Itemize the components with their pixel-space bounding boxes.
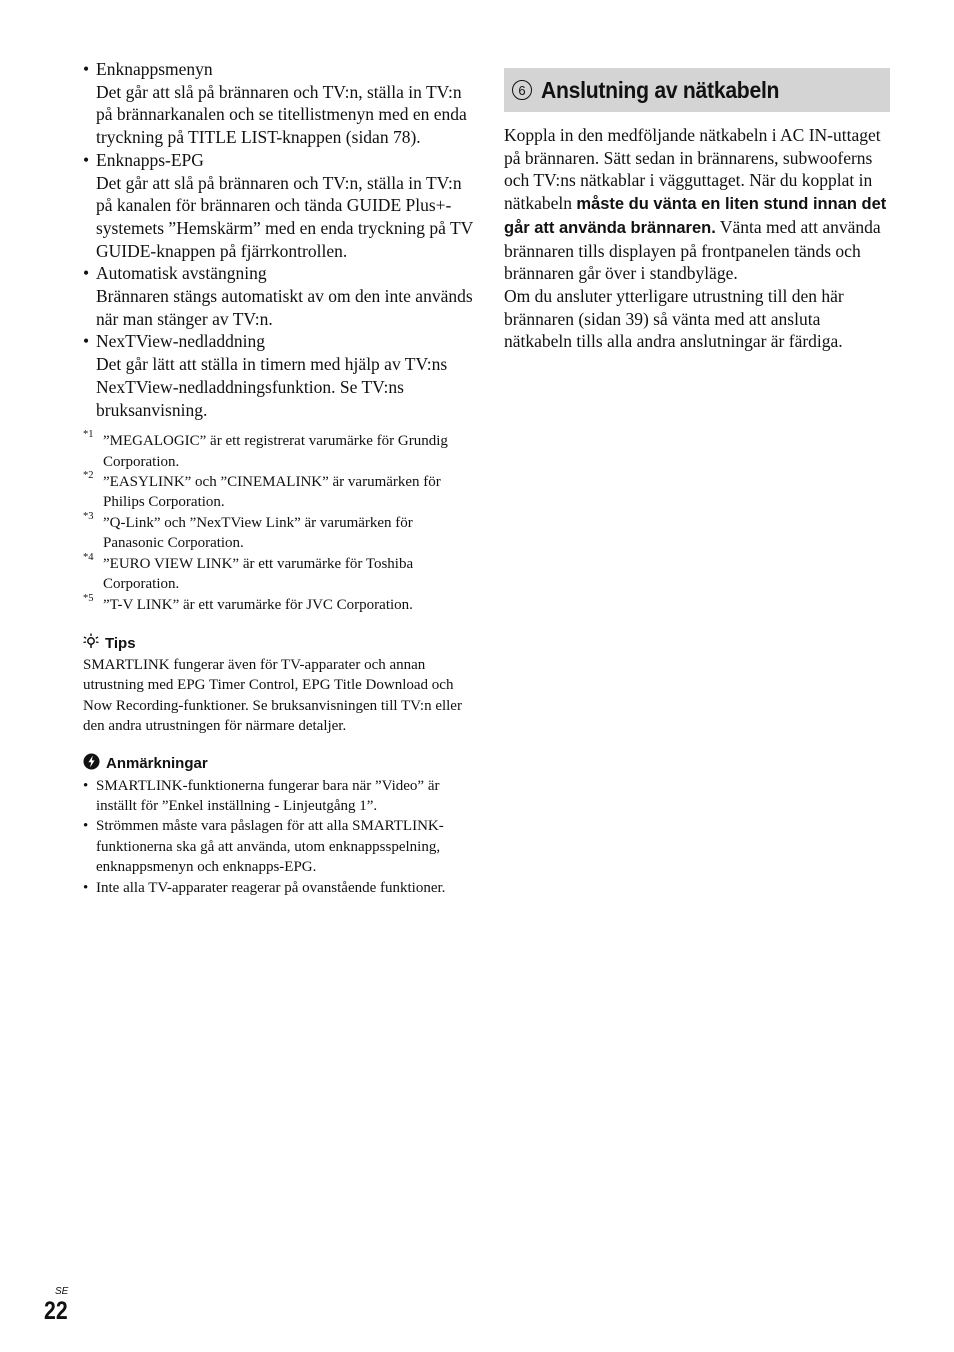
feature-desc: Det går att slå på brännaren och TV:n, ställa in TV:n på brännarkanalen och se titellistmenyn med en enda tryckning på TITLE LIST-knappen (sidan 78).: [96, 81, 467, 148]
page-footer: [44, 1286, 72, 1324]
tips-box: [83, 633, 475, 737]
footnote: [83, 551, 475, 595]
tips-heading: [83, 633, 475, 655]
footnote-mark: *3: [83, 510, 94, 522]
feature-label: NexTView-nedladdning: [96, 331, 266, 352]
section-number: 6: [512, 80, 532, 100]
footnote: [83, 472, 475, 513]
footnote: [83, 592, 475, 615]
remark-item: • Strömmen måste vara påslagen för att alla SMARTLINK-funktionerna ska gå att använda, utom enknappsspelning, enknappsmenyn och enknapps-EPG.: [83, 818, 444, 876]
footnote-mark: *2: [83, 470, 94, 482]
remark-item: • SMARTLINK-funktionerna fungerar bara när ”Video” är inställt för ”Enkel inställning - Linjeutgång 1”.: [83, 777, 440, 814]
tips-text: SMARTLINK fungerar även för TV-apparater och annan utrustning med EPG Timer Control, EPG Title Download och Now Recording-funktioner. Se bruksanvisningen till TV:n eller den andra utrustningen för närmare detaljer.: [83, 656, 462, 735]
page-number: 22: [44, 1297, 68, 1325]
remarks-box: [83, 753, 475, 898]
remarks-heading: [83, 753, 475, 776]
section-body: [504, 124, 890, 353]
remarks-title: Anmärkningar: [106, 755, 208, 773]
feature-item: • Automatisk avstängning Brännaren stängs automatiskt av om den inte används när man stänger av TV:n.: [83, 262, 475, 330]
feature-label: Automatisk avstängning: [96, 263, 267, 284]
feature-list: [83, 58, 475, 421]
footnote-text: ”T-V LINK” är ett varumärke för JVC Corporation.: [103, 596, 413, 613]
note-icon: [83, 753, 100, 776]
tips-title: Tips: [105, 634, 136, 652]
footnote-text: ”EURO VIEW LINK” är ett varumärke för Toshiba Corporation.: [103, 555, 414, 593]
feature-label: Enknapps-EPG: [96, 149, 204, 170]
feature-item: • NexTView-nedladdning Det går lätt att ställa in timern med hjälp av TV:ns NexTView-nedladdningsfunktion. Se TV:ns bruksanvisning.: [83, 330, 475, 421]
lightbulb-icon: [83, 633, 99, 655]
remark-text: Inte alla TV-apparater reagerar på ovanstående funktioner.: [96, 879, 446, 896]
footnote-mark: *5: [83, 592, 94, 604]
emphasis-text: måste du vänta en liten stund innan det går att använda brännaren.: [504, 195, 887, 237]
footnote-text: ”EASYLINK” och ”CINEMALINK” är varumärken för Philips Corporation.: [103, 474, 441, 511]
section-paragraph: Koppla in den medföljande nätkabeln i AC IN-uttaget på brännaren. Sätt sedan in brännarens, subwooferns och TV:ns nätkablar i vägguttaget. När du kopplat in nätkabeln måste du vänta en liten stund innan det går att använda brännaren. Vänta med att använda brännaren tills displayen på frontpanelen tänds och brännaren går över i standbyläge.: [504, 125, 887, 284]
language-code: SE: [55, 1286, 69, 1297]
footnote: [83, 431, 475, 472]
feature-desc: Brännaren stängs automatiskt av om den inte används när man stänger av TV:n.: [96, 286, 473, 329]
section-header: [504, 68, 890, 112]
feature-label: Enknappsmenyn: [96, 59, 213, 79]
right-column: [504, 68, 890, 353]
feature-desc: Det går lätt att ställa in timern med hjälp av TV:ns NexTView-nedladdningsfunktion. Se TV:ns bruksanvisning.: [96, 354, 448, 420]
feature-item: • Enknapps-EPG Det går att slå på brännaren och TV:n, ställa in TV:n på kanalen för brännaren och tända GUIDE Plus+-systemets ”Hemskärm” med en enda tryckning på TV GUIDE-knappen på fjärrkontrollen.: [83, 149, 475, 263]
section-title: Anslutning av nätkabeln: [541, 76, 780, 103]
remark-text: SMARTLINK-funktionerna fungerar bara när ”Video” är inställt för ”Enkel inställning - Linjeutgång 1”.: [96, 777, 440, 814]
feature-item: • Enknappsmenyn Det går att slå på brännaren och TV:n, ställa in TV:n på brännarkanalen och se titellistmenyn med en enda tryckning på TITLE LIST-knappen (sidan 78).: [83, 58, 475, 149]
footnote-list: [83, 431, 475, 615]
footnote: [83, 510, 475, 554]
feature-desc: Det går att slå på brännaren och TV:n, ställa in TV:n på kanalen för brännaren och tända GUIDE Plus+-systemets ”Hemskärm” med en enda tryckning på TV GUIDE-knappen på fjärrkontrollen.: [96, 172, 473, 261]
section-paragraph: Om du ansluter ytterligare utrustning till den här brännaren (sidan 39) så vänta med att ansluta nätkabeln tills alla andra anslutningar är färdiga.: [504, 285, 844, 352]
left-column: [83, 58, 475, 898]
remark-item: • Inte alla TV-apparater reagerar på ovanstående funktioner.: [83, 879, 446, 896]
footnote-text: ”MEGALOGIC” är ett registrerat varumärke för Grundig Corporation.: [103, 433, 448, 470]
remark-list: [83, 776, 475, 898]
footnote-mark: *4: [83, 551, 94, 563]
footnote-text: ”Q-Link” och ”NexTView Link” är varumärken för Panasonic Corporation.: [103, 514, 413, 552]
footnote-mark: *1: [83, 429, 94, 441]
remark-text: Strömmen måste vara påslagen för att alla SMARTLINK-funktionerna ska gå att använda, utom enknappsspelning, enknappsmenyn och enknapps-EPG.: [96, 818, 444, 876]
